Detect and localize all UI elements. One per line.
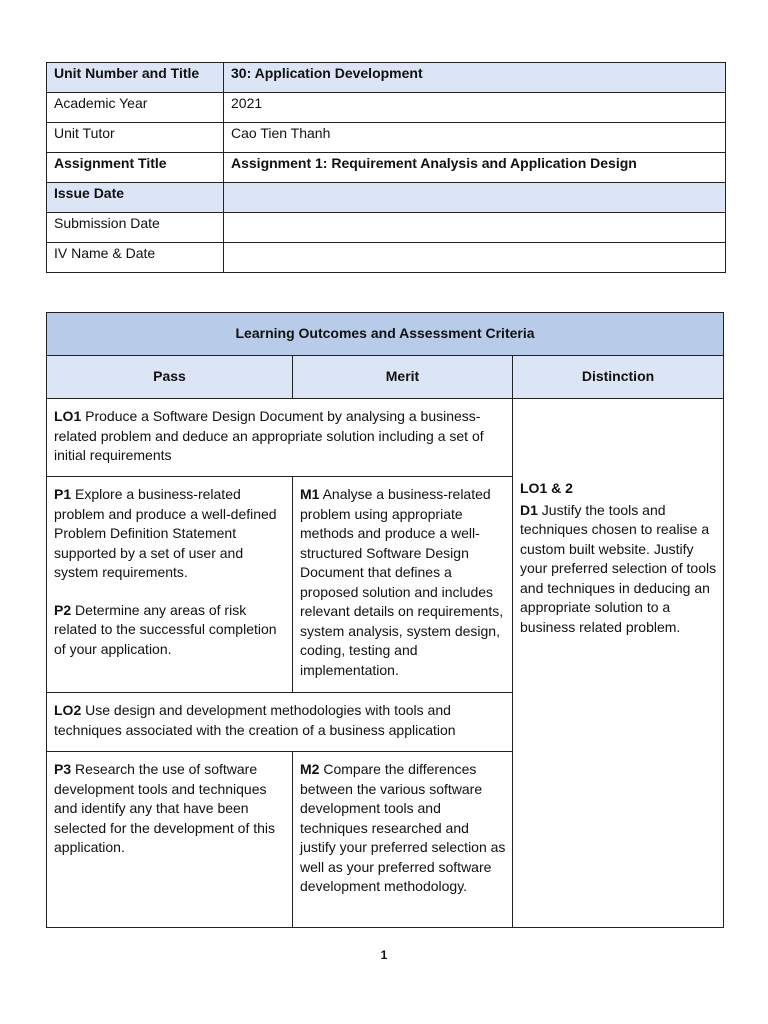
table-row — [47, 153, 726, 183]
lo2-cell — [47, 693, 513, 752]
page-number: 1 — [380, 948, 388, 962]
m1-text: Analyse a business-related problem using appropriate methods and produce a well-structured Software Design Document that defines a proposed solution and includes relevant details on requirements, system analysis, system design, coding, testing and implementation. — [300, 486, 504, 678]
p2-text: Determine any areas of risk related to the successful completion of your application. — [54, 601, 277, 657]
table-row — [47, 93, 726, 123]
lo2-text: Use design and development methodologies with tools and techniques associated with the creation of a business application — [54, 702, 456, 738]
pass-cell-lo1 — [47, 477, 293, 693]
table-row — [47, 243, 726, 273]
table-row — [47, 123, 726, 153]
criteria-title: Learning Outcomes and Assessment Criteria — [47, 313, 724, 356]
table-row — [47, 183, 726, 213]
m2-code: M2 — [300, 761, 320, 777]
p1-code: P1 — [54, 486, 72, 502]
row-value: 30: Application Development — [224, 63, 726, 93]
row-value — [224, 243, 726, 273]
row-label: Issue Date — [47, 183, 224, 213]
lo1-text: Produce a Software Design Document by analysing a business-related problem and deduce an appropriate solution including a set of initial requirements — [54, 408, 484, 463]
row-value: Cao Tien Thanh — [224, 123, 726, 153]
merit-cell-lo1 — [293, 477, 513, 693]
lo12-code: LO1 & 2 — [520, 480, 573, 496]
row-value: 2021 — [224, 93, 726, 123]
column-header-pass: Pass — [47, 356, 293, 399]
row-label: Academic Year — [47, 93, 224, 123]
p1-text: Explore a business-related problem and produce a well-defined Problem Definition Statement supported by a set of user and system requirements. — [54, 486, 277, 580]
d1-code: D1 — [520, 501, 538, 518]
d1-text: Justify the tools and techniques chosen to realise a custom built website. Justify your preferred selection of tools and techniques in deducing an appropriate solution to a business related problem. — [520, 501, 717, 635]
pass-cell-lo2 — [47, 752, 293, 928]
distinction-cell — [513, 399, 724, 928]
m1-code: M1 — [300, 486, 320, 502]
row-value — [224, 183, 726, 213]
p3-text: Research the use of software development tools and techniques and identify any that have been selected for the development of this application. — [54, 761, 276, 855]
row-label: Submission Date — [47, 213, 224, 243]
m2-text: Compare the differences between the various software development tools and techniques researched and justify your preferred selection as well as your preferred software development methodology. — [300, 761, 506, 894]
merit-cell-lo2 — [293, 752, 513, 928]
row-label: Unit Tutor — [47, 123, 224, 153]
learning-outcomes-table — [46, 312, 724, 928]
lo2-code: LO2 — [54, 702, 82, 718]
p2-code: P2 — [54, 601, 72, 618]
table-row — [47, 213, 726, 243]
p3-code: P3 — [54, 761, 72, 777]
lo1-code: LO1 — [54, 408, 82, 424]
row-value — [224, 213, 726, 243]
column-header-merit: Merit — [293, 356, 513, 399]
assignment-info-table — [46, 62, 726, 273]
row-label: Assignment Title — [47, 153, 224, 183]
table-row — [47, 63, 726, 93]
row-value: Assignment 1: Requirement Analysis and Application Design — [224, 153, 726, 183]
row-label: Unit Number and Title — [47, 63, 224, 93]
lo1-cell — [47, 399, 513, 477]
column-header-distinction: Distinction — [513, 356, 724, 399]
row-label: IV Name & Date — [47, 243, 224, 273]
